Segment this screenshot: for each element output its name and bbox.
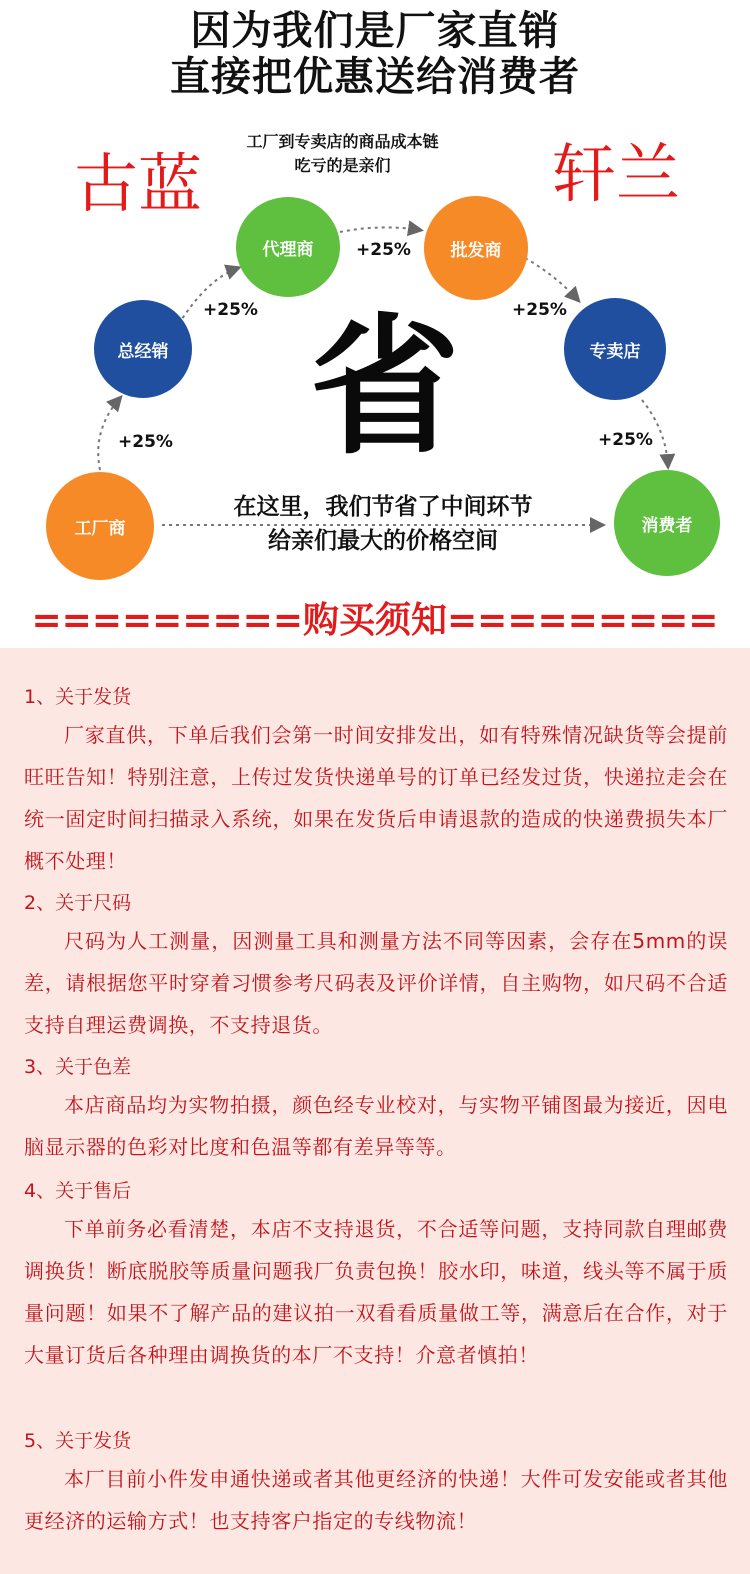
node-wholesaler: 批发商 [424, 196, 528, 300]
purchase-notice-title: =========购买须知========= [31, 600, 719, 641]
save-character: 省 [309, 301, 460, 475]
purchase-notice [0, 648, 750, 1574]
arrow-distributor-to-agent [175, 268, 238, 330]
middle-line1: 在这里，我们节省了中间环节 [233, 494, 533, 520]
notice-section-body: 本店商品均为实物拍摄，颜色经专业校对，与实物平铺图最为接近，因电脑显示器的色彩对比度和色温等都有差异等等。 [24, 1093, 728, 1159]
arrow-wholesaler-to-store [525, 258, 578, 300]
node-agent: 代理商 [236, 197, 340, 297]
notice-section-body: 尺码为人工测量，因测量工具和测量方法不同等因素，会存在5mm的误差，请根据您平时穿着习惯参考尺码表及评价详情，自主购物，如尺码不合适支持自理运费调换，不支持退货。 [24, 929, 728, 1037]
headline-line1: 因为我们是厂家直销 [190, 8, 560, 54]
markup-label-1: +25% [118, 432, 173, 452]
markup-label-3: +25% [356, 240, 411, 260]
node-store: 专卖店 [564, 298, 666, 400]
notice-section-title: 5、关于发货 [24, 1430, 132, 1452]
node-general-distributor: 总经销 [94, 300, 192, 398]
node-factory: 工厂商 [46, 472, 154, 580]
markup-label-4: +25% [512, 300, 567, 320]
middle-line2: 给亲们最大的价格空间 [268, 528, 498, 554]
brand-right: 轩兰 [552, 138, 680, 212]
notice-section-body: 厂家直供，下单后我们会第一时间安排发出，如有特殊情况缺货等会提前旺旺告知！特别注意，上传过发货快递单号的订单已经发过货，快递拉走会在统一固定时间扫描录入系统，如果在发货后申请退款的造成的快递费损失本厂概不处理！ [24, 723, 728, 873]
markup-label-5: +25% [598, 430, 653, 450]
arrow-factory-to-distributor [98, 398, 120, 470]
notice-section-body: 下单前务必看清楚，本店不支持退货，不合适等问题，支持同款自理邮费调换货！断底脱胶等质量问题我厂负责包换！胶水印，味道，线头等不属于质量问题！如果不了解产品的建议拍一双看看质量做工等，满意后在合作，对于大量订货后各种理由调换货的本厂不支持！介意者慎拍！ [24, 1217, 728, 1367]
notice-section-title: 3、关于色差 [24, 1056, 132, 1078]
brand-left: 古蓝 [74, 148, 202, 222]
node-consumer: 消费者 [614, 470, 720, 576]
subtext-line1: 工厂到专卖店的商品成本链 [246, 132, 439, 151]
notice-section-body: 本厂目前小件发申通快递或者其他更经济的快递！大件可发安能或者其他更经济的运输方式！也支持客户指定的专线物流！ [24, 1467, 728, 1533]
notice-section-title: 1、关于发货 [24, 686, 132, 708]
arrow-agent-to-wholesaler [340, 227, 420, 232]
cost-chain-infographic [0, 0, 750, 596]
markup-label-2: +25% [203, 300, 258, 320]
subtext-line2: 吃亏的是亲们 [294, 156, 391, 175]
notice-section-title: 4、关于售后 [24, 1180, 132, 1202]
headline-line2: 直接把优惠送给消费者 [170, 54, 580, 100]
notice-section-title: 2、关于尺码 [24, 892, 132, 914]
